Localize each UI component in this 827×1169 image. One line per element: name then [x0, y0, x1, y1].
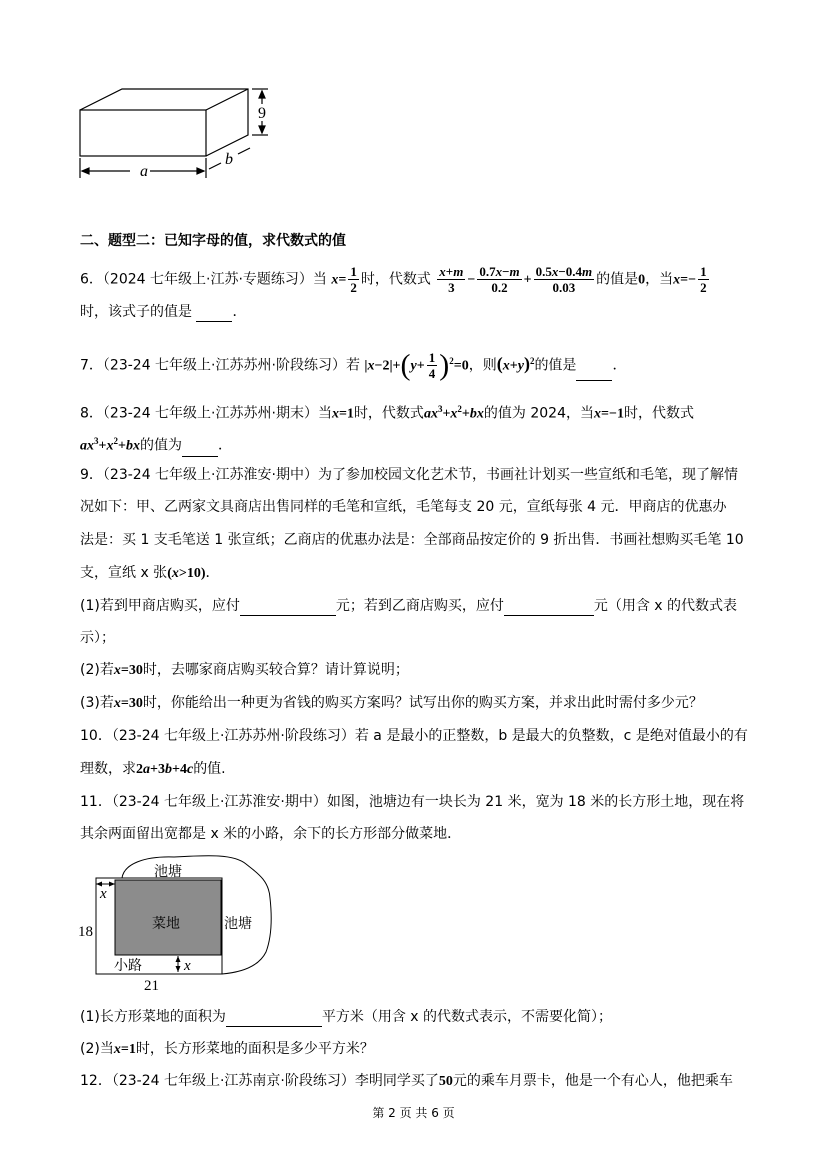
box-figure: [72, 84, 282, 184]
page-footer: 第 2 页 共 6 页: [372, 1106, 455, 1120]
question-10-line2: 理数，求2a+3b+4c的值.: [80, 761, 226, 777]
box-back-edges: [80, 89, 248, 156]
answer-blank-q9-b[interactable]: [504, 601, 594, 616]
question-11-sub1: (1)长方形菜地的面积为 平方米（用含 x 的代数式表示，不需要化简）；: [80, 1009, 613, 1025]
question-11-sub2: (2)当x=1时，长方形菜地的面积是多少平方米？: [80, 1041, 374, 1057]
pond-label-right: 池塘: [224, 916, 252, 932]
section-heading: 二、题型二：已知字母的值，求代数式的值: [80, 233, 346, 249]
garden-figure: [74, 852, 284, 994]
height-label: 9: [258, 105, 266, 122]
question-11-line1: 11．（23-24 七年级上·江苏淮安·期中）如图，池塘边有一块长为 21 米，宽为 18 米的长方形土地，现在将: [80, 794, 745, 810]
question-12-line1: 12．（23-24 七年级上·江苏南京·阶段练习）李明同学买了50元的乘车月票卡，他是一个有心人，他把乘车: [80, 1073, 733, 1089]
question-9-line4: 支，宣纸 x 张(x>10)．: [80, 565, 220, 581]
question-8-line1: 8．（23-24 七年级上·江苏苏州·期末）当x=1时，代数式$ax^3+x^2+bx$的值为 2024，当x=−1时，代数式: [80, 404, 694, 422]
pond-label-top: 池塘: [154, 864, 182, 880]
question-10-line1: 10．（23-24 七年级上·江苏苏州·阶段练习）若 a 是最小的正整数，b 是最大的负整数，c 是绝对值最小的有: [80, 728, 748, 744]
answer-blank-q6[interactable]: [196, 307, 232, 322]
question-6-line2: 时，该式子的值是 ．: [80, 304, 247, 320]
question-7: 7．（23-24 七年级上·江苏苏州·阶段练习）若 |x−2|+(y+ $\frac{1}{4}$ )$^2$=0，则$(x+y)^2$的值是 ．: [80, 348, 627, 382]
question-9-line1: 9．（23-24 七年级上·江苏淮安·期中）为了参加校园文化艺术节，书画社计划买一些宣纸和毛笔，现了解情: [80, 467, 738, 483]
question-9-sub1-cont: 示）；: [80, 630, 115, 646]
height-label-18: 18: [78, 924, 93, 940]
answer-blank-q9-a[interactable]: [240, 601, 336, 616]
answer-blank-q7[interactable]: [576, 366, 612, 381]
path-label: 小路: [114, 958, 142, 974]
question-11-line2: 其余两面留出宽都是 x 米的小路，余下的长方形部分做菜地．: [80, 826, 462, 842]
question-6-line1: 6．（2024 七年级上·江苏·专题练习）当 x= $\frac{1}{2}$ 时，代数式 $\frac{x+m}{3}$ − $\frac{0.7x-m}{0.2}$ + $\frac{0.5x-0.4m}{0.03}$ 的值是0，当x=− $\frac{1}{2}$: [80, 264, 707, 295]
question-9-sub1: (1)若到甲商店购买，应付 元；若到乙商店购买，应付 元（用含 x 的代数式表: [80, 598, 738, 614]
answer-blank-q8[interactable]: [182, 442, 218, 457]
field-label: 菜地: [152, 916, 180, 932]
question-8-line2: $ax^3+x^2+bx$的值为 ．: [80, 431, 232, 457]
box-front-face: [80, 110, 206, 156]
x-label-top: x: [100, 886, 107, 902]
a-label: a: [140, 163, 148, 180]
question-9-sub2: (2)若x=30时，去哪家商店购买较合算？请计算说明；: [80, 662, 409, 678]
question-9-line3: 法是：买 1 支毛笔送 1 张宣纸；乙商店的优惠办法是：全部商品按定价的 9 折出售．书画社想购买毛笔 10: [80, 532, 744, 548]
question-9-sub3: (3)若x=30时，你能给出一种更为省钱的购买方案吗？试写出你的购买方案，并求出此时需付多少元？: [80, 695, 703, 711]
width-label: 21: [144, 978, 159, 994]
answer-blank-q11[interactable]: [226, 1012, 322, 1027]
question-9-line2: 况如下：甲、乙两家文具商店出售同样的毛笔和宣纸，毛笔每支 20 元，宣纸每张 4 元．甲商店的优惠办: [80, 499, 727, 515]
x-label-bottom: x: [184, 958, 191, 974]
b-label: b: [225, 151, 233, 168]
